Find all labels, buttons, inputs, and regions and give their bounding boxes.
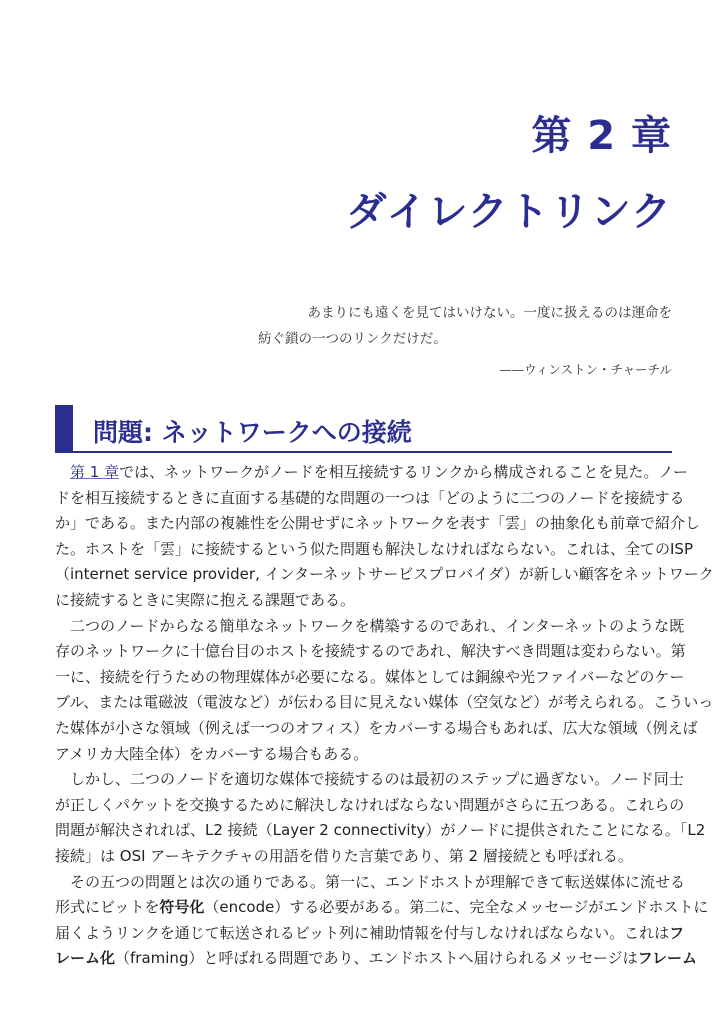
text-segment: た媒体が小さな領域（例えば一つのオフィス）をカバーする場合もあれば、広大な領域（例えば (55, 718, 698, 737)
text-line (55, 562, 714, 588)
chapter-title: ダイレクトリンク (346, 189, 672, 235)
text-segment: が正しくパケットを交換するために解決しなければならない問題がさらに五つある。これらの (55, 795, 685, 814)
text-line (55, 870, 686, 896)
text-line (55, 946, 697, 972)
section-title: 問題: ネットワークへの接続 (93, 418, 412, 447)
bold-term: フ (669, 923, 685, 942)
text-line (55, 690, 714, 716)
bold-term: レーム化 (55, 949, 116, 968)
text-segment: アメリカ大陸全体）をカバーする場合もある。 (55, 744, 369, 763)
text-segment: では、ネットワークがノードを相互接続するリンクから構成されることを見た。ノー (119, 463, 688, 481)
text-line (55, 460, 688, 486)
text-line (55, 614, 685, 640)
text-line (55, 639, 686, 665)
text-line (55, 511, 701, 537)
bold-term: 符号化 (159, 898, 205, 917)
text-segment: 届くようリンクを通じて転送されるビット列に補助情報を付与しなければならない。これは (55, 923, 670, 942)
text-line (55, 895, 709, 921)
text-line (55, 921, 685, 947)
text-segment: か」である。また内部の複雑性を公開せずにネットワークを表す「雲」の抽象化も前章で紹介し (55, 514, 701, 533)
text-segment: その五つの問題とは次の通りである。第一に、エンドホストが理解できて転送媒体に流せる (70, 872, 686, 891)
text-segment: （encode）する必要がある。第二に、完全なメッセージがエンドホストに (204, 898, 709, 917)
chapter-number: 第 2 章 (531, 113, 672, 159)
text-segment: た。ホストを「雲」に接続するという似た問題も解決しなければならない。これは、全てのISP (55, 539, 693, 558)
paragraph (55, 614, 714, 768)
paragraph (55, 870, 709, 972)
text-segment: 一に、接続を行うための物理媒体が必要になる。媒体としては銅線や光ファイバーなどのケー (55, 667, 685, 686)
section-marker (55, 405, 73, 452)
text-segment: 接続」は OSI アーキテクチャの用語を借りた言葉であり、第 2 層接続とも呼ばれる。 (55, 846, 633, 865)
paragraph (55, 460, 714, 614)
text-segment: （framing）と呼ばれる問題であり、エンドホストへ届けられるメッセージは (115, 949, 638, 968)
body-text (55, 460, 714, 972)
text-line (55, 486, 685, 512)
text-segment: ドを相互接続するときに直面する基礎的な問題の一つは「どのように二つのノードを接続する (55, 488, 685, 507)
chapter-link[interactable]: 第 1 章 (70, 463, 120, 481)
text-line (55, 537, 693, 563)
text-line (55, 818, 706, 844)
paragraph (55, 767, 706, 869)
bold-term: フレーム (637, 949, 697, 968)
text-segment: 存のネットワークに十億台目のホストを接続するのであれ、解決すべき問題は変わらない。第 (55, 642, 686, 661)
text-segment: 形式にビットを (55, 898, 160, 917)
text-line (55, 665, 685, 691)
epigraph-line: あまりにも遠くを見てはいけない。一度に扱えるのは運命を (307, 305, 672, 321)
text-segment: に接続するときに実際に抱える課題である。 (55, 590, 356, 609)
text-segment: 二つのノードからなる簡単なネットワークを構築するのであれ、インターネットのような既 (70, 616, 685, 635)
text-line (55, 588, 672, 614)
text-line (55, 716, 698, 742)
text-segment: しかし、二つのノードを適切な媒体で接続するのは最初のステップに過ぎない。ノード同士 (70, 770, 684, 789)
epigraph-line: 紡ぐ鎖の一つのリンクだけだ。 (258, 331, 447, 347)
section-rule (55, 451, 672, 453)
text-segment: （internet service provider, インターネットサービスプロバイダ）が新しい顧客をネットワーク (55, 565, 714, 584)
text-line (55, 793, 685, 819)
epigraph-attribution: ——ウィンストン・チャーチル (499, 362, 672, 377)
text-line (55, 742, 672, 768)
text-segment: 問題が解決されれば、L2 接続（Layer 2 connectivity）がノードに提供されたことになる。「L2 (55, 821, 706, 840)
text-line (55, 844, 672, 870)
text-line (55, 767, 684, 793)
text-segment: ブル、または電磁波（電波など）が伝わる目に見えない媒体（空気など）が考えられる。こういっ (55, 693, 714, 712)
